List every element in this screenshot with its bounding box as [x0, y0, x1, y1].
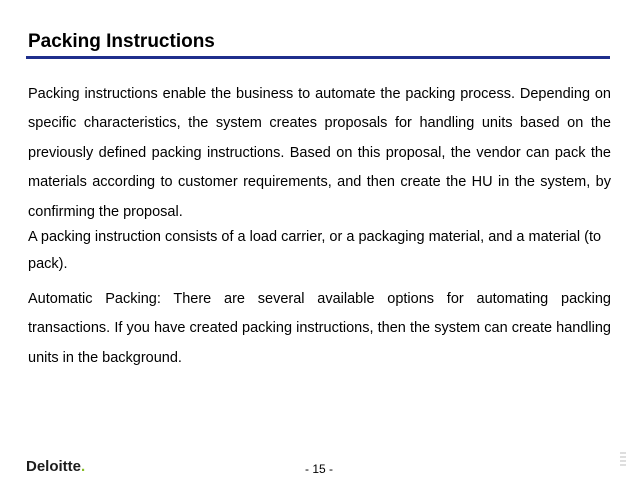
paragraph-packing-instructions: Packing instructions enable the business to automate the packing process. Depending on specific characteristics, the system creates proposals for handling units based on the previously defined packing instructions. Based on this proposal, the vendor can pack the materials according to customer requirements, and then create the HU in the system, by confirming the proposal. — [28, 86, 611, 220]
title-underline — [26, 56, 610, 59]
paragraph-automatic-packing: Automatic Packing: There are several available options for automating packing transactions. If you have created packing instructions, then the system can create handling units in the background. — [28, 291, 611, 366]
slide-title: Packing Instructions — [28, 31, 215, 52]
logo-dot: . — [81, 458, 86, 475]
vertical-copyright-mark — [620, 452, 626, 468]
paragraph-packing-instruction-definition: A packing instruction consists of a load carrier, or a packaging material, and a material (to pack). — [28, 229, 602, 272]
page-number: - 15 - — [304, 462, 333, 476]
logo-wordmark: Deloitte — [26, 458, 82, 475]
